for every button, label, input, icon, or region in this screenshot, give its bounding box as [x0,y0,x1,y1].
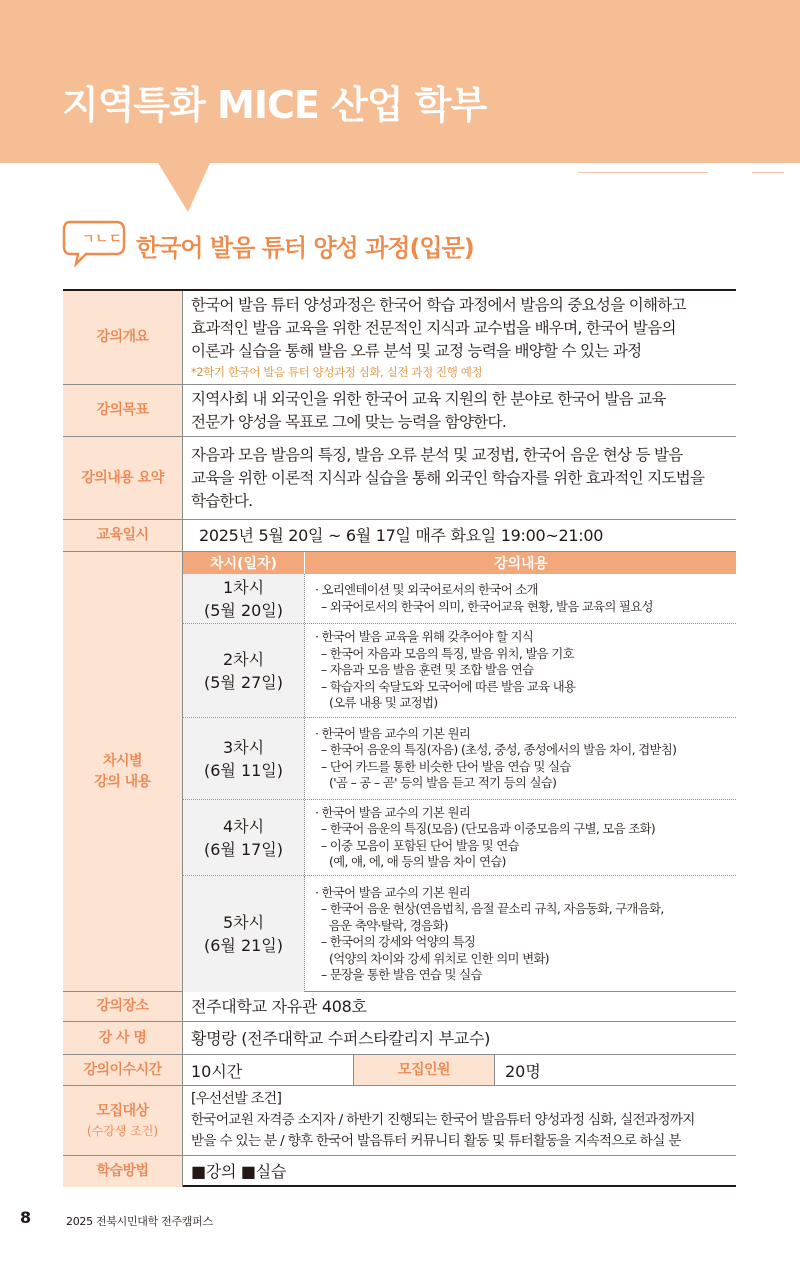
row-summary [63,437,736,520]
label-text: 교육일시 [96,527,149,543]
instructor-value [191,1022,732,1054]
label-text: 강 사 명 [98,1029,147,1046]
summary-line: 학습한다. [191,491,253,510]
goal-text [191,385,732,436]
session-line: – 한국어 자음과 모음의 특징, 발음 위치, 발음 기호 [321,646,574,661]
session-number [183,800,305,875]
session-no-text: 2차시 [222,649,265,669]
session-number [183,574,305,623]
session-line: – 외국어로서의 한국어 의미, 한국어교육 현황, 발음 교육의 필요성 [321,599,653,614]
decorative-line [578,172,708,173]
session-number [183,718,305,799]
target-text [191,1086,732,1155]
label-text: 차시별 [102,752,143,769]
session-no-text: 5차시 [222,913,265,932]
session-line: · 한국어 발음 교수의 기본 원리 [315,805,471,820]
session-line: – 한국어 음운 현상(연음법칙, 음절 끝소리 규칙, 자음동화, 구개음화, [321,902,664,916]
row-label [63,1086,183,1155]
session-no-text: 4차시 [222,816,265,836]
row-label [63,1022,183,1054]
session-no-text: 3차시 [222,737,265,757]
section-title: 한국어 발음 튜터 양성 과정(입문) [136,234,474,262]
label-text: 강의 내용 [94,773,151,790]
label-text: 모집인원 [397,1061,451,1078]
label-text: 학습방법 [96,1163,149,1179]
summary-line: 교육을 위한 이론적 지식과 실습을 통해 외국인 학습자를 위한 효과적인 지도법을 [191,468,705,487]
banner-pointer [0,160,800,220]
row-label [63,552,183,991]
label-text: 강의이수시간 [83,1061,162,1078]
session-content [315,800,734,875]
speech-bubble-label: ㄱㄴㄷ [82,232,123,247]
recruit-label [353,1055,495,1085]
session-content [315,624,734,717]
session-line: (예, 얘, 에, 애 등의 발음 차이 연습) [329,855,506,869]
row-overview [63,291,736,385]
page-title: 지역특화 MICE 산업 학부 [62,83,487,127]
label-text: 강의개요 [96,329,149,345]
session-line: (억양의 차이와 강세 위치로 인한 의미 변화) [329,951,549,966]
goal-line: 전문가 양성을 목표로 그에 맞는 능력을 함양한다. [191,412,507,431]
session-date-text: (6월 11일) [203,760,284,780]
session-content [315,718,734,799]
overview-text [191,291,732,384]
row-hours [63,1055,736,1086]
session-line: – 문장을 통한 발음 연습 및 실습 [321,968,482,982]
row-place [63,992,736,1022]
session-no-text: 1차시 [222,577,265,597]
footer-text: 2025 전북시민대학 전주캠퍼스 [66,1215,213,1228]
method-value [191,1156,732,1187]
label-text: 모집대상 [96,1103,149,1119]
session-number [183,624,305,717]
label-text: 강의내용 요약 [81,469,164,486]
session-line: – 이중 모음이 포함된 단어 발음 및 연습 [321,838,519,853]
session-row [183,876,736,992]
session-line: – 자음과 모음 발음 훈련 및 조합 발음 연습 [321,663,534,678]
overview-line: 한국어 발음 튜터 양성과정은 한국어 학습 과정에서 발음의 중요성을 이해하고 [191,296,686,314]
summary-text [191,437,732,519]
label-text: 강의목표 [96,402,149,418]
summary-line: 자음과 모음 발음의 특징, 발음 오류 분석 및 교정법, 한국어 음운 현상 등 발음 [191,445,683,464]
place-value [191,992,732,1021]
session-content [315,876,734,992]
overview-line: 이론과 실습을 통해 발음 오류 분석 및 교정 능력을 배양할 수 있는 과정 [191,342,642,360]
session-line: ('곰 – 공 – 곧' 등의 발음 듣고 적기 등의 실습) [329,776,557,790]
overview-line: 효과적인 발음 교육을 위한 전문적인 지식과 교수법을 배우며, 한국어 발음의 [191,319,676,337]
label-text: 강의장소 [96,998,149,1014]
session-line: · 한국어 발음 교수의 기본 원리 [315,726,471,741]
label-subtext: (수강생 조건) [86,1124,159,1138]
goal-line: 지역사회 내 외국인을 위한 한국어 교육 지원의 한 분야로 한국어 발음 교육 [191,389,666,408]
target-line: 받을 수 있는 분 / 향후 한국어 발음튜터 커뮤니티 활동 및 튜터활동을 지속적으로 하실 분 [191,1133,681,1149]
row-label [63,291,183,384]
row-goal [63,385,736,437]
session-content [315,574,734,623]
session-line: (오류 내용 및 교정법) [329,696,438,711]
session-line: – 한국어의 강세와 억양의 특징 [321,935,476,949]
row-label [63,385,183,436]
place-text: 전주대학교 자유관 408호 [191,997,367,1016]
row-label [63,437,183,519]
session-line: – 학습자의 숙달도와 모국어에 따른 발음 교육 내용 [321,679,576,694]
schedule-date-value [199,520,732,551]
col-header-session: 차시(일자) [183,552,305,574]
session-line: – 한국어 음운의 특징(모음) (단모음과 이중모음의 구별, 모음 조화) [321,822,656,836]
row-label [63,1055,183,1085]
row-sessions [63,552,736,992]
row-label [63,1156,183,1187]
session-date-text: (5월 20일) [203,600,284,620]
session-date-text: (6월 17일) [203,839,284,859]
session-row [183,718,736,800]
target-line: 한국어교원 자격증 소지자 / 하반기 진행되는 한국어 발음튜터 양성과정 심화, 실전과정까지 [191,1112,695,1128]
session-number [183,876,305,992]
instructor-text: 황명랑 (전주대학교 수퍼스타칼리지 부교수) [191,1028,491,1048]
recruit-text: 20명 [505,1061,541,1081]
row-method [63,1156,736,1187]
session-row [183,624,736,718]
overview-note: *2학기 한국어 발음 튜터 양성과정 심화, 실전 과정 진행 예정 [191,365,483,379]
session-row [183,800,736,876]
session-line: 음운 축약·탈락, 경음화) [329,918,448,933]
session-line: · 한국어 발음 교수의 기본 원리 [315,885,471,900]
row-target [63,1086,736,1156]
row-label [63,520,183,551]
row-instructor [63,1022,736,1055]
hours-text: 10시간 [191,1061,243,1081]
session-line: – 단어 카드를 통한 비슷한 단어 발음 연습 및 실습 [321,759,571,774]
session-row [183,574,736,624]
section-heading [62,218,662,268]
decorative-line [752,172,784,173]
row-schedule-date [63,520,736,552]
session-date-text: (5월 27일) [203,672,284,692]
method-text: ■강의 ■실습 [191,1162,287,1181]
session-date-text: (6월 21일) [203,936,284,955]
session-line: · 한국어 발음 교육을 위해 갖추어야 할 지식 [315,630,534,645]
header-banner [0,0,800,163]
page-number: 8 [20,1208,32,1227]
session-line: – 한국어 음운의 특징(자음) (초성, 중성, 종성에서의 발음 차이, 겹받침) [321,743,677,757]
col-header-content: 강의내용 [493,556,549,572]
row-label [63,992,183,1021]
session-line: · 오리엔테이션 및 외국어로서의 한국어 소개 [315,583,538,597]
course-table [63,289,736,1187]
target-line: [우선선발 조건] [191,1091,282,1107]
schedule-date-text: 2025년 5월 20일 ~ 6월 17일 매주 화요일 19:00~21:00 [199,526,604,545]
schedule-header [183,552,736,574]
